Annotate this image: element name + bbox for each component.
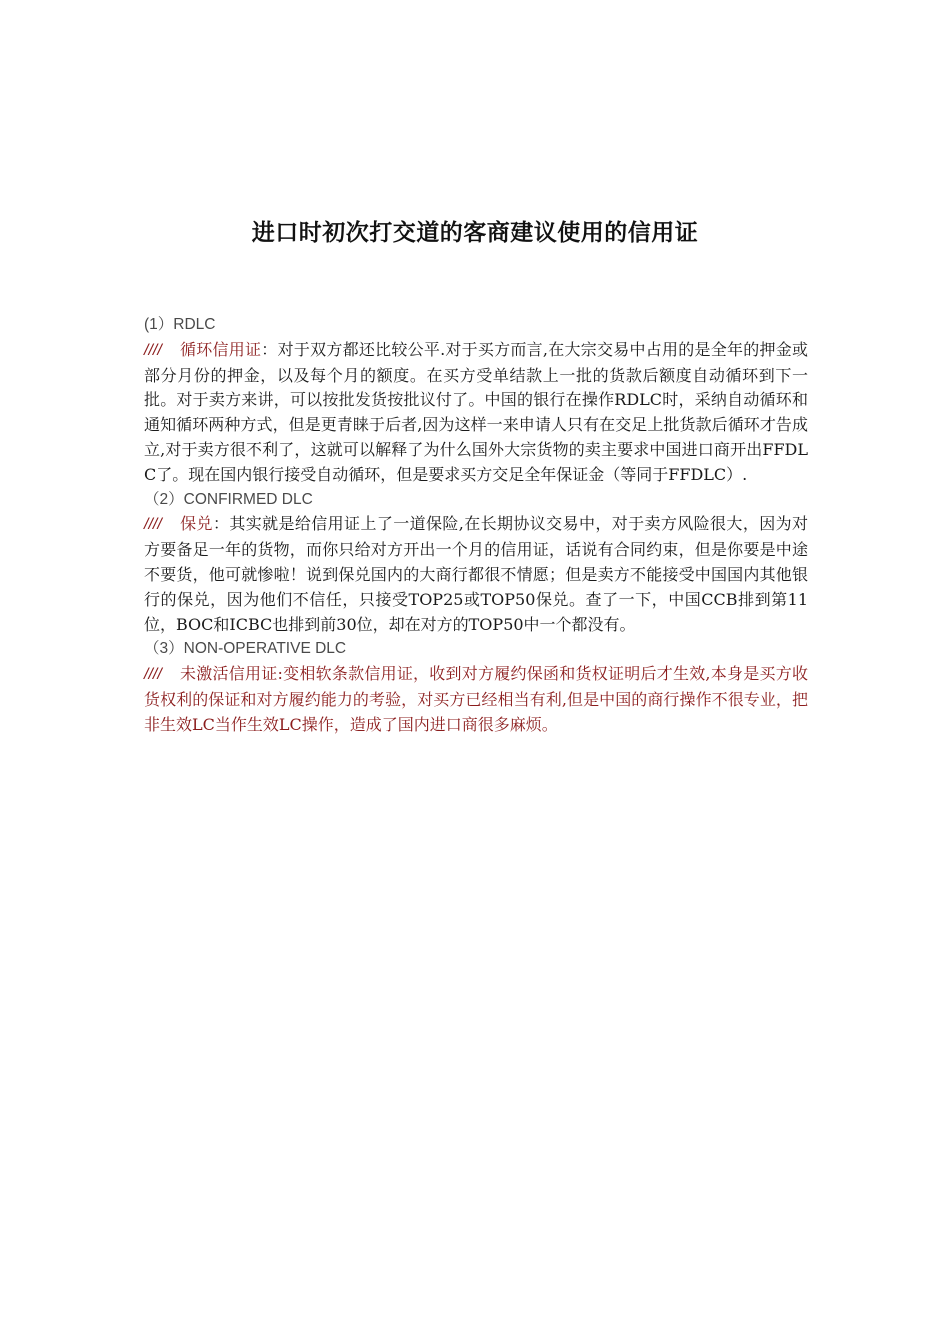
section-paragraph-non-operative-dlc [144,662,808,737]
term-separator: ： [261,339,278,359]
section-heading-non-operative-dlc: （3）NON-OPERATIVE DLC [144,640,347,658]
section-heading-rdlc: (1）RDLC [144,316,216,333]
term-separator: ： [212,514,230,534]
section-term: 循环信用证 [179,339,262,359]
section-marker: //// [144,341,162,359]
section-paragraph-confirmed-dlc [144,512,808,637]
section-marker: //// [144,666,162,684]
section-paragraph-rdlc [144,338,808,488]
document-title: 进口时初次打交道的客商建议使用的信用证 [251,220,699,246]
section-text: 其实就是给信用证上了一道保险,在长期协议交易中，对于卖方风险很大，因为对方要备足一年的货物，而你只给对方开出一个月的信用证，话说有合同约束，但是你要是中途不要货，他可就惨啦！说到保兑国内的大商行都很不情愿；但是卖方不能接受中国国内其他银行的保兑，因为他们不信任，只接受TOP25或TOP50保兑。查了一下，中国CCB排到第11位，BOC和ICBC也排到前30位，却在对方的TOP50中一个都没有。 [144,514,808,634]
term-separator: : [277,664,283,684]
document-body [144,313,808,738]
section-heading-confirmed-dlc: （2）CONFIRMED DLC [144,490,313,508]
section-term: 未激活信用证 [179,664,278,684]
section-marker: //// [144,516,162,534]
section-text: 变相软条款信用证，收到对方履约保函和货权证明后才生效,本身是买方收货权利的保证和对方履约能力的考验，对买方已经相当有利,但是中国的商行操作不很专业，把非生效LC当作生效LC操作，造成了国内进口商很多麻烦。 [144,664,808,734]
section-text: 对于双方都还比较公平.对于买方而言,在大宗交易中占用的是全年的押金或部分月份的押金，以及每个月的额度。在买方受单结款上一批的货款后额度自动循环到下一批。对于卖方来讲，可以按批发货按批议付了。中国的银行在操作RDLC时，采纳自动循环和通知循环两种方式，但是更青睐于后者,因为这样一来申请人只有在交足上批货款后循环才告成立,对于卖方很不利了，这就可以解释了为什么国外大宗货物的卖主要求中国进口商开出FFDLC了。现在国内银行接受自动循环，但是要求买方交足全年保证金（等同于FFDLC）. [144,339,808,484]
section-term: 保兑 [179,514,213,534]
